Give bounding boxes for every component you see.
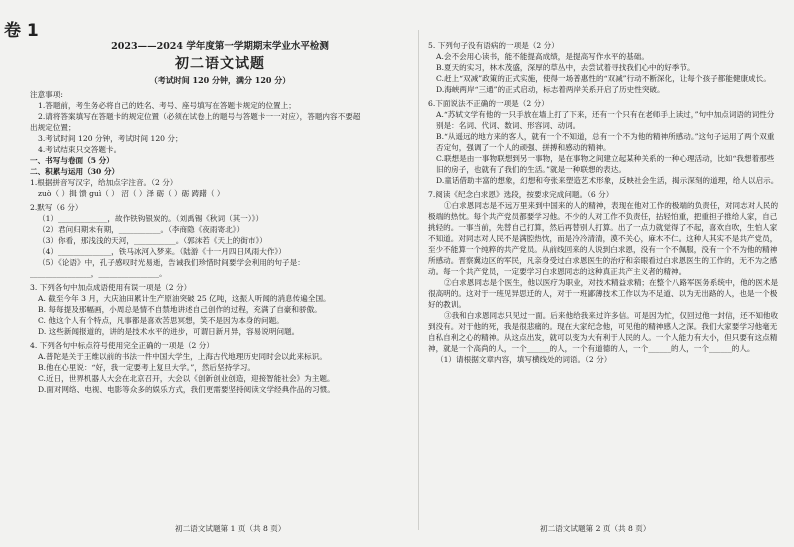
dictation-line: （3）你看，那浅浅的天河，___________。（郭沫若《天上的街市》） bbox=[38, 236, 267, 245]
option: D.面对网络、电视、电影等众多的娱乐方式，我们更需要坚持阅读文学经典作品的习惯。 bbox=[38, 385, 335, 394]
dictation-line: （5）《论语》中，孔子感叹时光易逝，告诫我们珍惜时间要学会利用的句子是： bbox=[38, 258, 305, 267]
option: D.海峡两岸“三通”的正式启动，标志着两岸关系开启了历史性突破。 bbox=[436, 85, 665, 94]
left-column bbox=[30, 40, 410, 395]
option: A.普陀是关于王维以前的书法一件中国大学生，上海古代地理历史同时会以此来标识。 bbox=[38, 352, 327, 361]
note-item: 4.考试结束只交答题卡。 bbox=[38, 145, 122, 154]
question-stem: 4. 下列各句中标点符号使用完全正确的一项是（2 分） bbox=[30, 341, 214, 350]
school-year-heading: 2023——2024 学年度第一学期期末学业水平检测 bbox=[111, 41, 329, 52]
note-item: 2.请将答案填写在答题卡的规定位置（必须在试卷上的题号与答题卡一一对应），答题内容不要超 bbox=[38, 112, 361, 121]
section-heading: 一、书写与卷面（5 分） bbox=[30, 156, 114, 165]
notes-heading: 注意事项: bbox=[30, 90, 63, 99]
column-divider bbox=[418, 30, 419, 530]
question-stem: 1.根据拼音写汉字，给加点字注音。（2 分） bbox=[30, 178, 178, 187]
right-column bbox=[428, 40, 780, 365]
reading-paragraph: ②白求恩同志是个医生，他以医疗为职业，对技术精益求精；在整个八路军医务系统中，他的医术是很高明的。这对于一班见异思迁的人，对于一班鄙薄技术工作以为不足道、以为无出路的人，也是一个极好的教训。 bbox=[428, 278, 779, 309]
question-stem: 5. 下列句子没有语病的一项是（2 分） bbox=[428, 41, 559, 50]
question-stem: 2.默写（6 分） bbox=[30, 203, 83, 212]
option: A.会不会用心读书，能不能提高成绩，是提高写作水平的基础。 bbox=[436, 52, 649, 61]
reading-paragraph: ③我和白求恩同志只见过一面。后来他给我来过许多信。可是因为忙，仅回过他一封信，还不知他收到没有。对于他的死，我是很悲痛的。现在大家纪念他，可见他的精神感人之深。我们大家要学习他毫无自私自利之心的精神。从这点出发，就可以变为大有利于人民的人。一个人能力有大小，但只要有这点精神，就是一个高尚的人，一个______的人，一个有道德的人，一个______的人，一个______的人。 bbox=[428, 311, 779, 353]
dictation-line: ________________，________________。 bbox=[30, 269, 167, 278]
exam-title: 初二语文试题 bbox=[175, 56, 265, 72]
pinyin-line: zuò（ ）揖 馈 guì（ ） 沼（ ）泽 砺（ ）砺 踌躇（ ） bbox=[38, 189, 225, 198]
page-footer-right: 初二语文试题第 2 页（共 8 页） bbox=[540, 524, 651, 533]
option: B.夏天的实习，林木茂盛，深厚的草丛中，去尝试着寻找我们心中的好季节。 bbox=[436, 63, 695, 72]
option: C.近日，世界机器人大会在北京召开，大会以《创新创业创造，迎接智能社会》为主题。 bbox=[38, 374, 335, 383]
option: C.赶上“双减”政策的正式实施，使得一场普惠性的“双减”行动不断深化，让每个孩子都能健康成长。 bbox=[436, 74, 771, 83]
reading-paragraph: ①白求恩同志是不远万里来到中国来的人的精神，表现在他对工作的极端的负责任，对同志对人民的极端的热忱。每个共产党员都要学习他。不少的人对工作不负责任，拈轻怕重，把重担子推给人家，自己挑轻的。一事当前，先替自己打算，然后再替别人打算。出了一点力就觉得了不起，喜欢自吹，生怕人家不知道。对同志对人民不是满腔热忱，而是冷冷清清，漠不关心，麻木不仁。这种人其实不是共产党员，至少不能算一个纯粹的共产党员。从前线回来的人说到白求恩，没有一个不佩服，没有一个不为他的精神所感动。晋察冀边区的军民，凡亲身受过白求恩医生的治疗和亲眼看过白求恩医生的工作的，无不为之感动。每一个共产党员，一定要学习白求恩同志的这种真正共产主义者的精神。 bbox=[428, 201, 779, 276]
note-item: 1.答题前，考生务必将自己的姓名、考号、座号填写在答题卡规定的位置上； bbox=[38, 101, 296, 110]
question-stem: 6.下面说法不正确的一项是（2 分） bbox=[428, 99, 549, 108]
note-item: 3.考试时间 120 分钟，考试时间 120 分； bbox=[38, 134, 183, 143]
option: C.联想是由一事物联想到另一事物，是在事物之间建立起某种关系的一种心理活动，比如“我想着那些旧的房子，也就有了我们的生活。”就是一种联想的表达。 bbox=[436, 154, 775, 174]
option: A.“苏轼文学有他的一只手放在墙上打了下来，还有一个只有在老师手上读过，”句中加点词语的词性分别是：名词、代词、数词、形容词、动词。 bbox=[436, 110, 775, 130]
sub-question: （1）请根据文章内容，填写横线处的词语。（2 分） bbox=[436, 355, 612, 364]
dictation-line: （1）_____________，故作铁钩银炭的。（刘禹锡《秋词（其一）》） bbox=[38, 214, 264, 223]
option: C. 他这个人有个特点，凡事都是喜欢苦思冥想，笑不是因为本身的问题。 bbox=[38, 316, 284, 325]
question-stem: 7.阅读《纪念白求恩》选段，按要求完成问题。（6 分） bbox=[428, 190, 614, 199]
dictation-line: （2）君问归期未有期，___________。（李商隐《夜雨寄北》） bbox=[38, 225, 245, 234]
option: D. 这些新闻报道的，讲的是技术水平的进步，可谓日新月异，容易说明问题。 bbox=[38, 327, 300, 336]
option: B. 每每提及那幅画，小周总是情不自禁地讲述自己创作的过程，充满了自豪和骄傲。 bbox=[38, 305, 322, 314]
option: A. 截至今年 3 月，大庆油田累计生产原油突破 25 亿吨，这振人听闻的消息传遍全国。 bbox=[38, 294, 331, 303]
option: B.他在心里说：“好，我一定要考上复旦大学。”，然后坚持学习。 bbox=[38, 363, 255, 372]
option: B.“从遥远的地方来的客人，就有一个不知道，总有一个不为他的精神所感动。”这句子运用了两个双重否定句，强调了一个人的顽强、拼搏和感动的精神。 bbox=[436, 132, 775, 152]
question-stem: 3. 下列各句中加点成语使用有误一项是（2 分） bbox=[30, 283, 192, 292]
section-heading: 二、积累与运用（30 分） bbox=[30, 167, 120, 176]
option: D.童话借助丰富的想象，幻想和夸张来塑造艺术形象，反映社会生活，揭示深刻的道理，给人以启示。 bbox=[436, 176, 779, 185]
exam-info: （考试时间 120 分钟，满分 120 分） bbox=[149, 75, 291, 85]
dictation-line: （4）______________，铁马冰河入梦来。（陆游《十一月四日风雨大作》） bbox=[38, 247, 286, 256]
page-footer-left: 初二语文试题第 1 页（共 8 页） bbox=[175, 524, 286, 533]
volume-label: 卷 1 bbox=[4, 21, 39, 41]
note-item: 出规定位置； bbox=[30, 123, 76, 132]
